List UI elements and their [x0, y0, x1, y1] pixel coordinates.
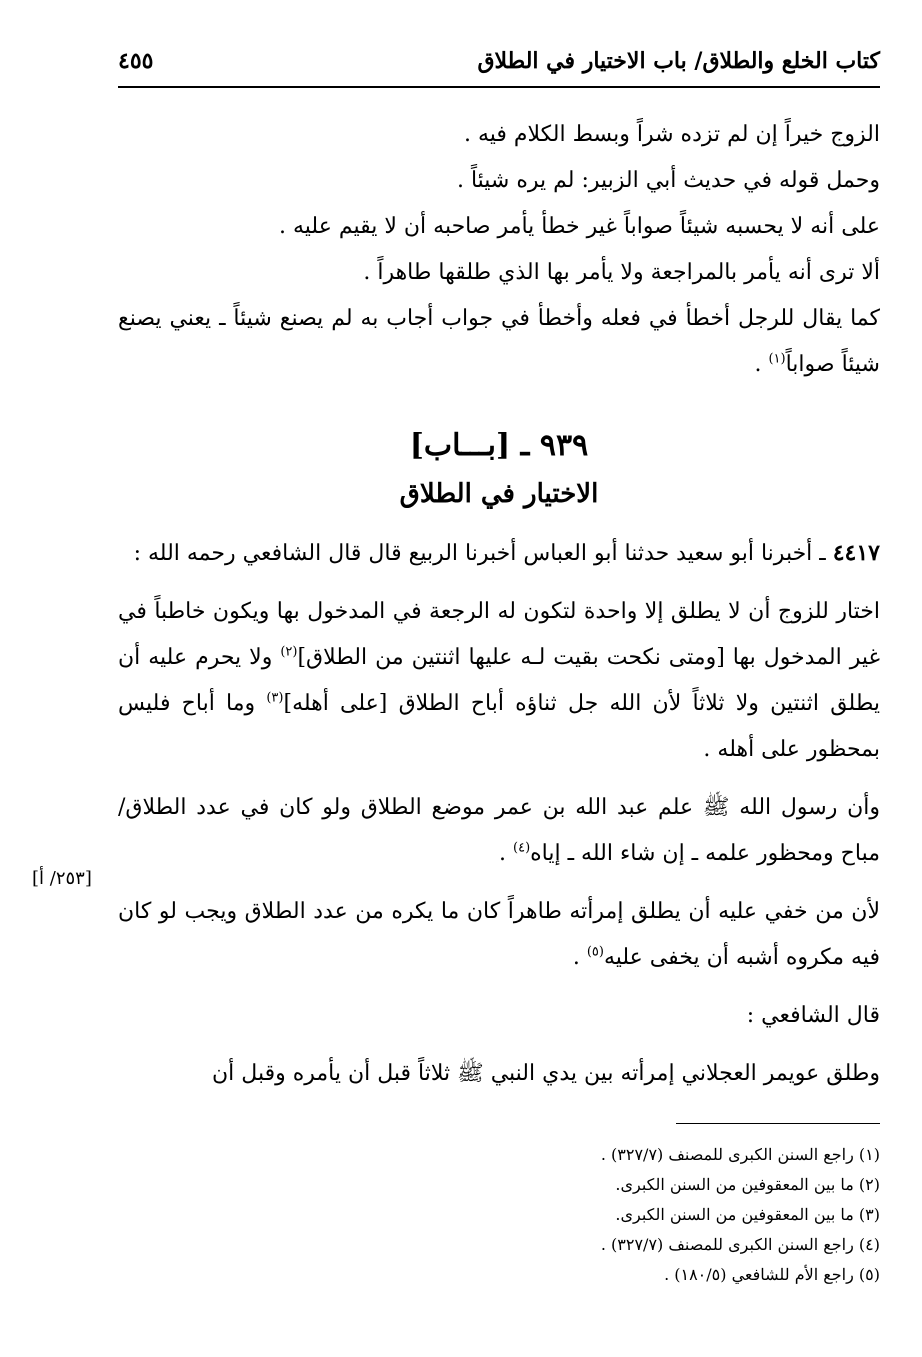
hadith-paragraph: [118, 530, 880, 577]
running-header-title: كتاب الخلع والطلاق/ باب الاختيار في الطلاق: [477, 48, 880, 74]
footnote-ref-2: (٢): [280, 644, 298, 660]
paragraph-9: قال الشافعي :: [746, 1003, 880, 1028]
paragraph-4: ألا ترى أنه يأمر بالمراجعة ولا يأمر بها الذي طلقها طاهراً .: [363, 260, 880, 285]
paragraph-8-text: لأن من خفي عليه أن يطلق إمرأته طاهراً كان ما يكره من عدد الطلاق ويجب لو كان فيه مكروه أشبه أن يخفى عليه: [118, 899, 880, 970]
footnote-divider: [676, 1123, 880, 1124]
footnote-ref-1: (١): [768, 351, 786, 367]
footnote-4: (٤) راجع السنن الكبرى للمصنف (٣٢٧/٧) .: [600, 1235, 880, 1254]
footnotes: [360, 1140, 880, 1290]
footnote-2: (٢) ما بين المعقوفين من السنن الكبرى.: [615, 1175, 880, 1194]
hadith-isnad: ـ أخبرنا أبو سعيد حدثنا أبو العباس أخبرنا الربيع قال قال الشافعي رحمه الله :: [133, 541, 833, 566]
paragraph-5-text: كما يقال للرجل أخطأ في فعله وأخطأ في جواب أجاب به لم يصنع شيئاً ـ يعني يصنع شيئاً صواباً: [118, 306, 880, 377]
footnote-ref-3: (٣): [266, 690, 284, 706]
paragraph-3: على أنه لا يحسبه شيئاً صواباً غير خطأ يأمر صاحبه أن لا يقيم عليه .: [279, 214, 880, 239]
main-text: [118, 112, 880, 1109]
paragraph-6: [118, 589, 880, 773]
footnote-1: (١) راجع السنن الكبرى للمصنف (٣٢٧/٧) .: [600, 1145, 880, 1164]
running-header: [118, 44, 880, 88]
paragraph-6-part-b: ولا يحرم عليه أن يطلق اثنتين ولا ثلاثاً لأن الله جل ثناؤه أباح الطلاق [على أهله]: [118, 645, 881, 716]
paragraph-7-text: وأن رسول الله ﷺ علم عبد الله بن عمر موضع الطلاق ولو كان في عدد الطلاق/ مباح ومحظور علمه ـ إن شاء الله ـ إياه: [118, 795, 880, 866]
footnote-3: (٣) ما بين المعقوفين من السنن الكبرى.: [615, 1205, 880, 1224]
paragraph-6-part-c: وما أباح فليس بمحظور على أهله .: [118, 691, 880, 762]
header-divider: [118, 86, 880, 88]
paragraph-7: [118, 785, 880, 877]
paragraph-2: وحمل قوله في حديث أبي الزبير: لم يره شيئاً .: [456, 168, 880, 193]
paragraph-6-part-a: اختار للزوج أن لا يطلق إلا واحدة لتكون له الرجعة في المدخول بها ويكون خاطباً في غير المدخول بها [ومتى نكحت بقيت لـه عليها اثنتين من الطلاق]: [118, 599, 881, 670]
paragraph-7-end: .: [499, 841, 514, 866]
paragraph-10: وطلق عويمر العجلاني إمرأته بين يدي النبي ﷺ ثلاثاً قبل أن يأمره وقبل أن: [212, 1061, 880, 1086]
paragraph-1: الزوج خيراً إن لم تزده شراً وبسط الكلام فيه .: [463, 122, 880, 147]
paragraph-8-end: .: [572, 945, 587, 970]
paragraph-5-end: .: [754, 352, 769, 377]
paragraph-5: [118, 296, 880, 388]
page-number: ٤٥٥: [118, 48, 154, 74]
hadith-number: ٤٤١٧: [832, 540, 880, 566]
footnote-ref-4: (٤): [513, 840, 531, 856]
footnote-5: (٥) راجع الأم للشافعي (١٨٠/٥) .: [664, 1265, 880, 1284]
footnote-ref-5: (٥): [586, 944, 604, 960]
section-number: ٩٣٩ ـ [بـــاب]: [409, 428, 589, 463]
section-title: الاختيار في الطلاق: [399, 479, 599, 509]
paragraph-8: [118, 889, 880, 981]
manuscript-folio-note: [٢٥٣/ أ]: [32, 868, 92, 889]
